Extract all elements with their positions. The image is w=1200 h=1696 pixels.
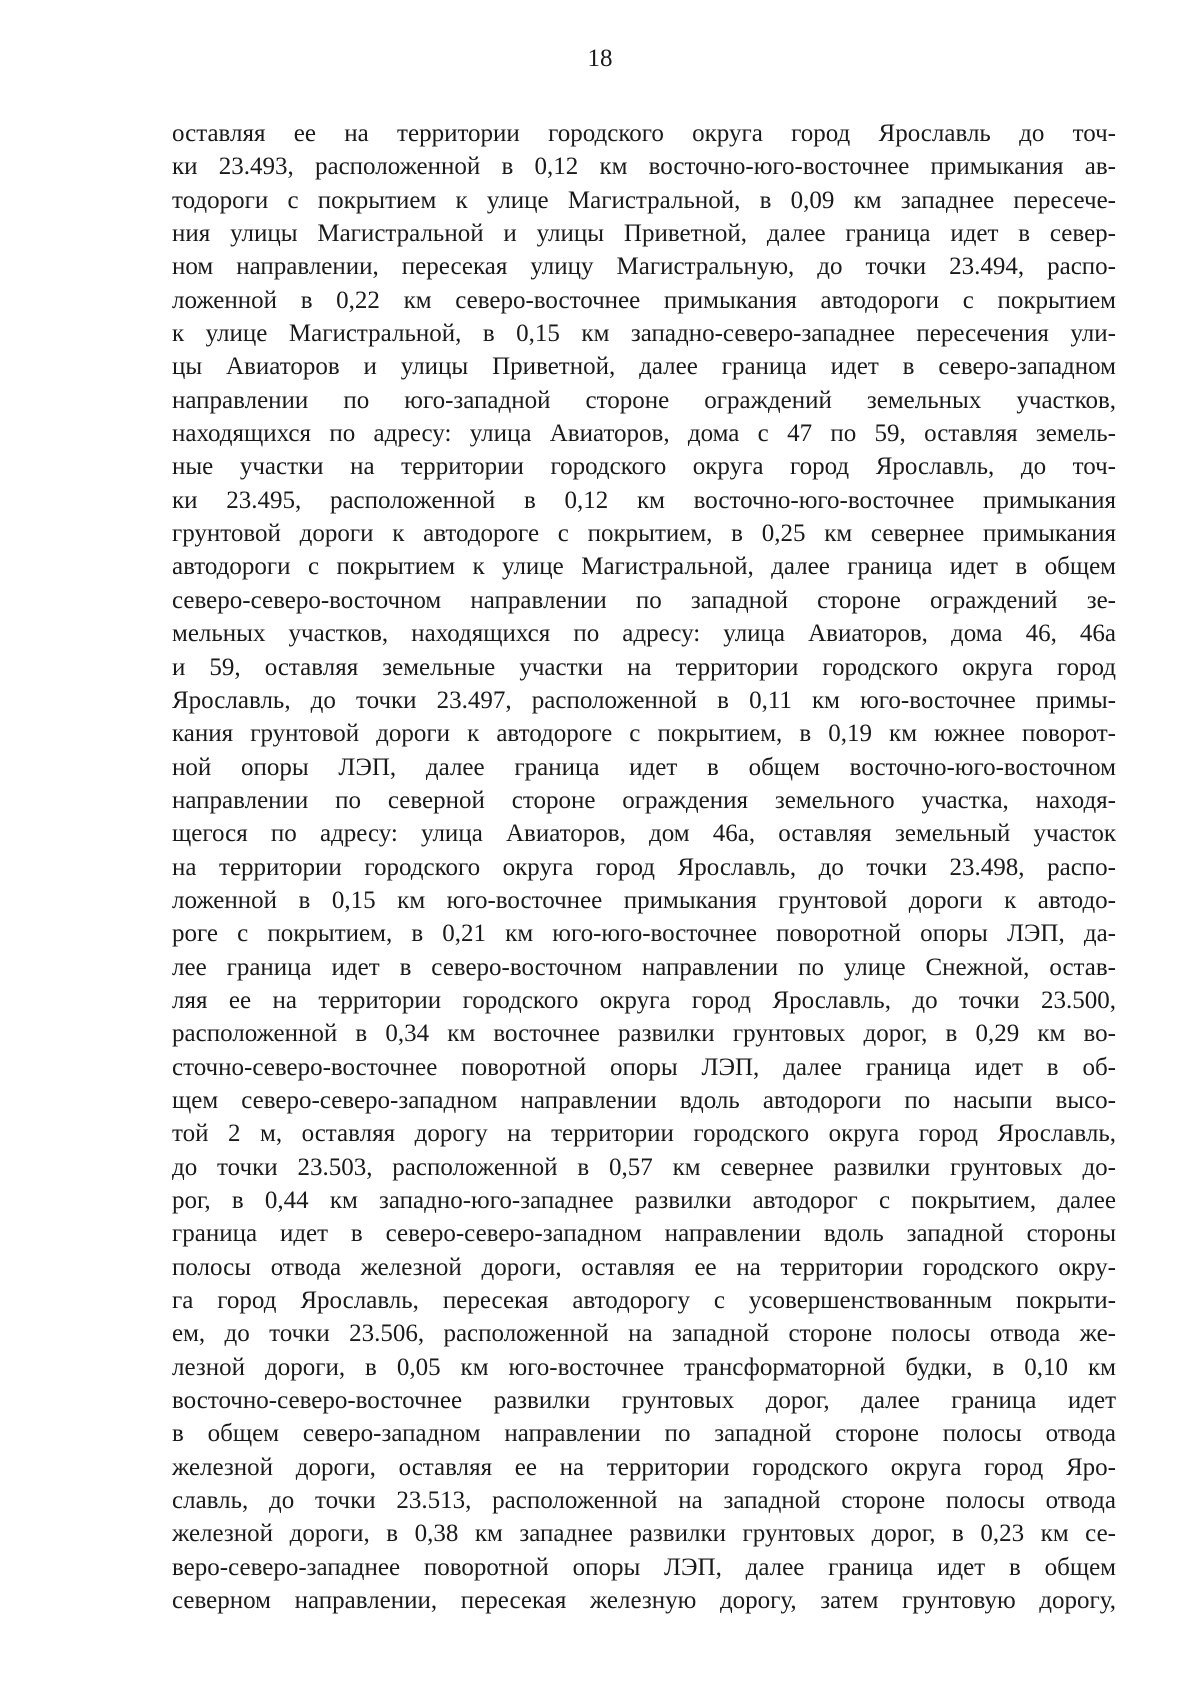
text-line: лее граница идет в северо-восточном направлении по улице Снежной, остав-	[172, 953, 1116, 981]
text-line: северном направлении, пересекая железную дорогу, затем грунтовую дорогу,	[172, 1587, 1116, 1615]
text-line: сточно-северо-восточнее поворотной опоры ЛЭП, далее граница идет в об-	[172, 1053, 1116, 1081]
text-line: мельных участков, находящихся по адресу: улица Авиаторов, дома 46, 46а	[172, 620, 1116, 648]
text-line: ляя ее на территории городского округа город Ярославль, до точки 23.500,	[172, 986, 1116, 1014]
page-number: 18	[587, 45, 613, 72]
text-line: расположенной в 0,34 км восточнее развилки грунтовых дорог, в 0,29 км во-	[172, 1020, 1116, 1048]
text-line: щем северо-северо-западном направлении вдоль автодороги по насыпи высо-	[172, 1086, 1116, 1114]
text-line: щегося по адресу: улица Авиаторов, дом 46а, оставляя земельный участок	[172, 820, 1116, 848]
text-line: лезной дороги, в 0,05 км юго-восточнее трансформаторной будки, в 0,10 км	[172, 1353, 1116, 1381]
text-line: га город Ярославль, пересекая автодорогу с усовершенствованным покрыти-	[172, 1287, 1116, 1315]
text-line: железной дороги, оставляя ее на территории городского округа город Яро-	[172, 1453, 1116, 1481]
text-line: грунтовой дороги к автодороге с покрытием, в 0,25 км севернее примыкания	[172, 520, 1116, 548]
text-line: ложенной в 0,22 км северо-восточнее примыкания автодороги с покрытием	[172, 286, 1116, 314]
text-line: Ярославль, до точки 23.497, расположенной в 0,11 км юго-восточнее примы-	[172, 686, 1116, 714]
text-line: оставляя ее на территории городского округа город Ярославль до точ-	[172, 120, 1116, 147]
body-text	[172, 117, 1116, 1617]
text-line: ной опоры ЛЭП, далее граница идет в общем восточно-юго-восточном	[172, 753, 1116, 781]
text-line: ки 23.495, расположенной в 0,12 км восточно-юго-восточнее примыкания	[172, 486, 1116, 514]
text-line: и 59, оставляя земельные участки на территории городского округа город	[172, 653, 1116, 681]
text-line: тодороги с покрытием к улице Магистральной, в 0,09 км западнее пересече-	[172, 186, 1116, 214]
text-line: направлении по юго-западной стороне ограждений земельных участков,	[172, 386, 1116, 414]
text-line: кания грунтовой дороги к автодороге с покрытием, в 0,19 км южнее поворот-	[172, 720, 1116, 748]
text-line: к улице Магистральной, в 0,15 км западно-северо-западнее пересечения ули-	[172, 320, 1116, 348]
text-line: веро-северо-западнее поворотной опоры ЛЭП, далее граница идет в общем	[172, 1553, 1116, 1581]
text-line: в общем северо-западном направлении по западной стороне полосы отвода	[172, 1420, 1116, 1448]
text-line: ные участки на территории городского округа город Ярославль, до точ-	[172, 453, 1116, 481]
text-line: роге с покрытием, в 0,21 км юго-юго-восточнее поворотной опоры ЛЭП, да-	[172, 920, 1116, 948]
text-line: находящихся по адресу: улица Авиаторов, дома с 47 по 59, оставляя земель-	[172, 420, 1116, 448]
text-line: ния улицы Магистральной и улицы Приветной, далее граница идет в север-	[172, 220, 1116, 248]
text-line: автодороги с покрытием к улице Магистральной, далее граница идет в общем	[172, 553, 1116, 581]
text-line: граница идет в северо-северо-западном направлении вдоль западной стороны	[172, 1220, 1116, 1248]
text-line: цы Авиаторов и улицы Приветной, далее граница идет в северо-западном	[172, 353, 1116, 381]
text-line: рог, в 0,44 км западно-юго-западнее развилки автодорог с покрытием, далее	[172, 1187, 1116, 1214]
text-line: ном направлении, пересекая улицу Магистральную, до точки 23.494, распо-	[172, 253, 1116, 281]
text-line: ложенной в 0,15 км юго-восточнее примыкания грунтовой дороги к автодо-	[172, 886, 1116, 914]
text-line: до точки 23.503, расположенной в 0,57 км севернее развилки грунтовых до-	[172, 1153, 1116, 1181]
text-line: той 2 м, оставляя дорогу на территории городского округа город Ярославль,	[172, 1120, 1116, 1148]
text-line: восточно-северо-восточнее развилки грунтовых дорог, далее граница идет	[172, 1387, 1116, 1415]
text-line: славль, до точки 23.513, расположенной на западной стороне полосы отвода	[172, 1487, 1116, 1515]
text-line: северо-северо-восточном направлении по западной стороне ограждений зе-	[172, 586, 1116, 614]
text-line: на территории городского округа город Ярославль, до точки 23.498, распо-	[172, 853, 1116, 881]
text-line: направлении по северной стороне ограждения земельного участка, находя-	[172, 786, 1116, 814]
text-line: ки 23.493, расположенной в 0,12 км восточно-юго-восточнее примыкания ав-	[172, 153, 1116, 181]
text-line: железной дороги, в 0,38 км западнее развилки грунтовых дорог, в 0,23 км се-	[172, 1520, 1116, 1548]
text-line: ем, до точки 23.506, расположенной на западной стороне полосы отвода же-	[172, 1320, 1116, 1348]
text-line: полосы отвода железной дороги, оставляя ее на территории городского окру-	[172, 1253, 1116, 1281]
